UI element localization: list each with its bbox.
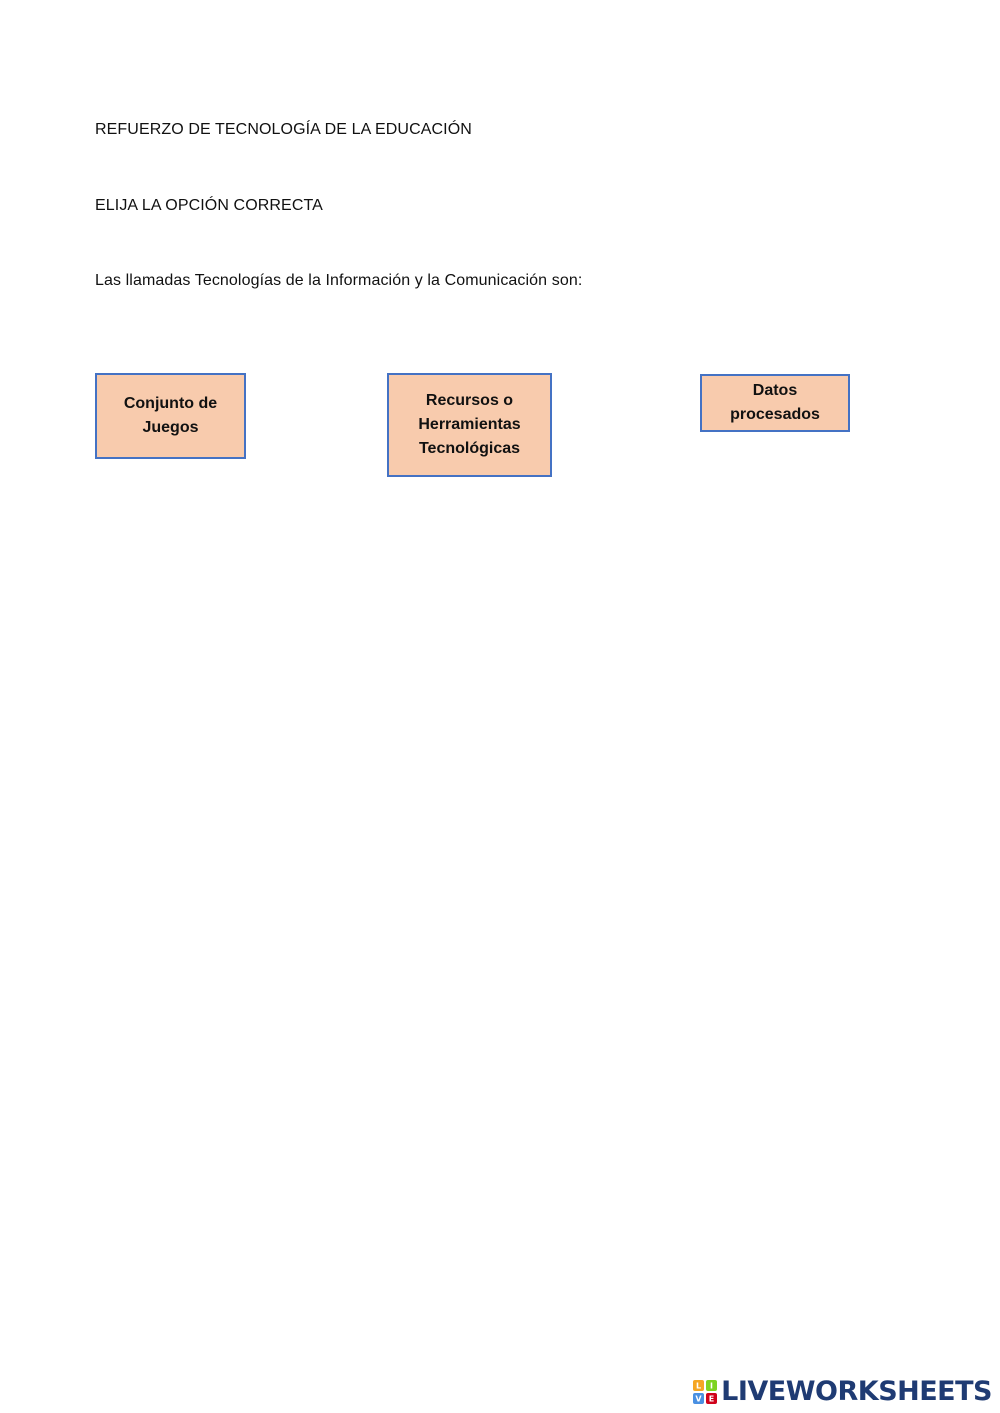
option-line: Conjunto de — [123, 395, 218, 412]
logo-letter: V — [695, 1394, 702, 1404]
logo-letter: I — [710, 1381, 714, 1391]
option-line: Tecnológicas — [418, 440, 521, 457]
answer-option-1[interactable] — [95, 373, 246, 459]
document-title: REFUERZO DE TECNOLOGÍA DE LA EDUCACIÓN — [95, 121, 472, 138]
liveworksheets-logo-icon — [693, 1380, 717, 1404]
option-line: Recursos o — [425, 392, 514, 409]
liveworksheets-wordmark: LIVEWORKSHEETS — [721, 1376, 992, 1407]
question-text: Las llamadas Tecnologías de la Información y la Comunicación son: — [95, 272, 583, 289]
option-line: procesados — [730, 406, 820, 423]
answer-option-3[interactable] — [700, 374, 850, 432]
answer-option-2[interactable] — [387, 373, 552, 477]
instruction-text: ELIJA LA OPCIÓN CORRECTA — [95, 197, 323, 214]
liveworksheets-branding — [693, 1377, 992, 1407]
logo-letter: L — [696, 1381, 702, 1391]
option-line: Datos — [752, 382, 798, 399]
logo-letter: E — [708, 1394, 715, 1404]
option-line: Juegos — [142, 419, 199, 436]
option-line: Herramientas — [418, 416, 521, 433]
